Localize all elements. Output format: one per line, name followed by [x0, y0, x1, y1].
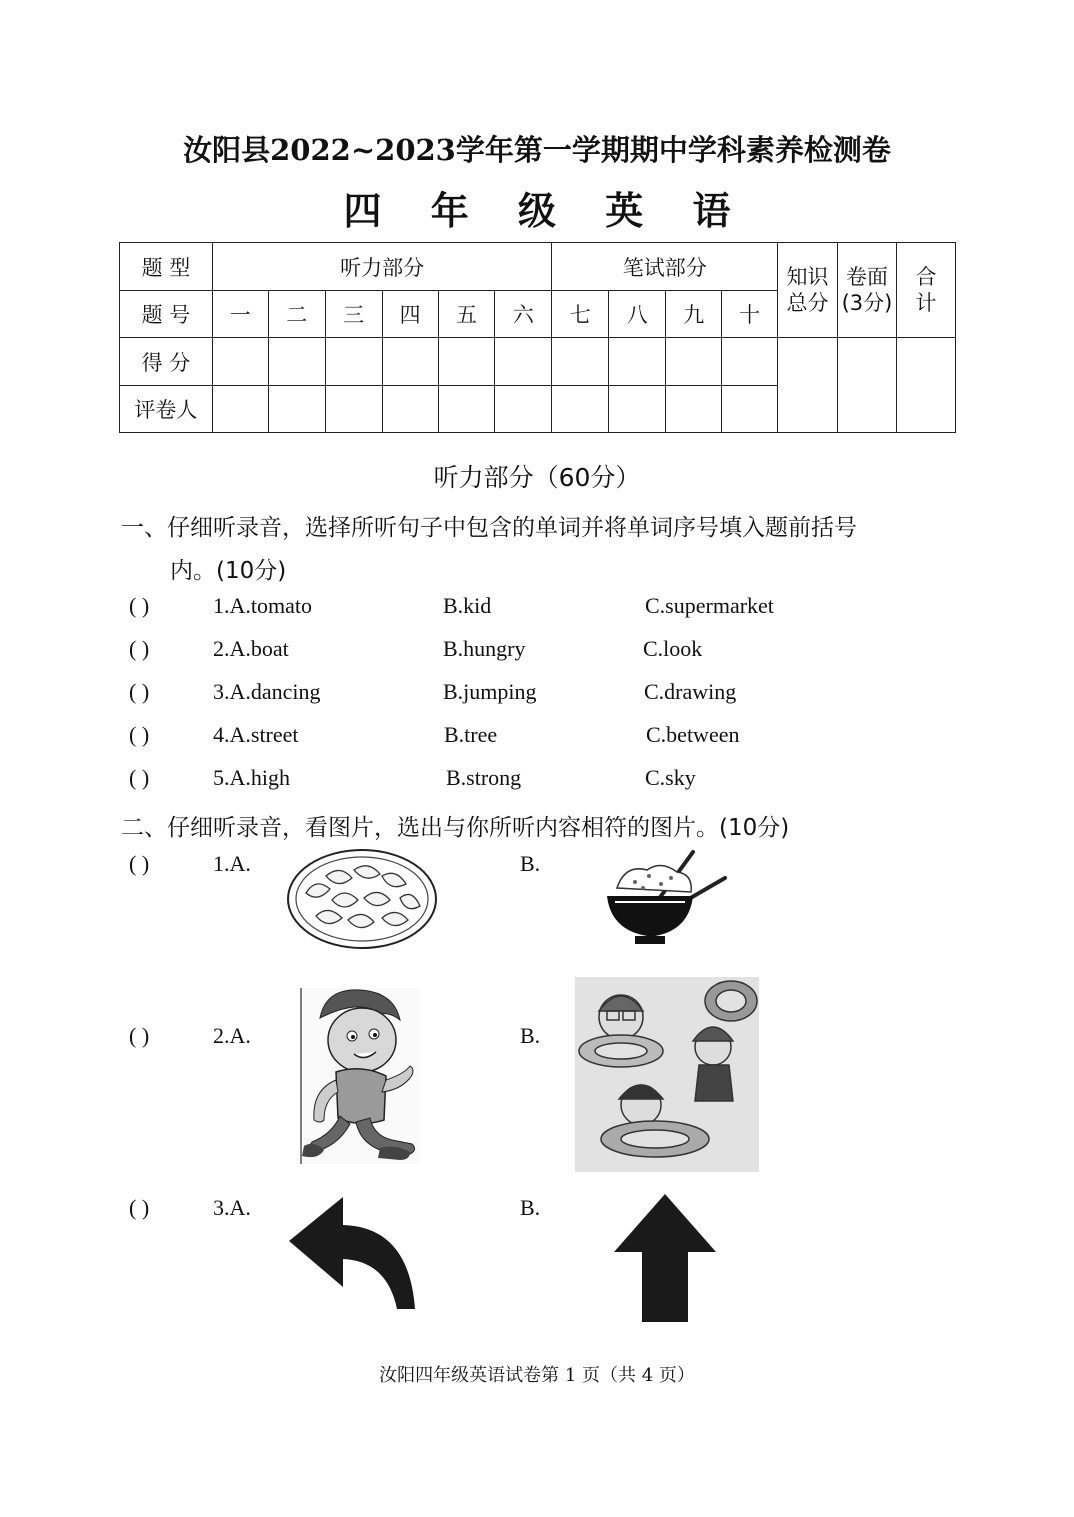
total-label-1: 合	[915, 265, 937, 289]
question-number: 二	[268, 291, 325, 338]
neatness-header	[838, 243, 897, 338]
score-cell[interactable]	[552, 338, 609, 386]
question-number: 七	[552, 291, 609, 338]
running-boy-icon	[300, 988, 420, 1164]
total-label-2: 计	[915, 291, 937, 315]
answer-bracket[interactable]: ( )	[129, 1195, 150, 1220]
question-number: 三	[325, 291, 382, 338]
option-c: C.drawing	[644, 679, 737, 704]
question-number: 一	[212, 291, 268, 338]
answer-bracket[interactable]: ( )	[129, 722, 150, 747]
answer-bracket[interactable]: ( )	[129, 1023, 150, 1048]
page-footer: 汝阳四年级英语试卷第 1 页（共 4 页）	[379, 1365, 695, 1386]
option-a: 4.A.street	[213, 722, 299, 747]
turn-left-arrow-icon	[289, 1197, 417, 1311]
grader-cell[interactable]	[382, 386, 438, 433]
option-b: B.jumping	[443, 679, 537, 704]
question-number: 六	[495, 291, 552, 338]
grader-cell[interactable]	[722, 386, 778, 433]
answer-bracket[interactable]: ( )	[129, 679, 150, 704]
dumplings-plate-icon	[286, 848, 438, 950]
row-label-grader: 评卷人	[120, 386, 213, 433]
score-cell[interactable]	[325, 338, 382, 386]
grader-cell[interactable]	[325, 386, 382, 433]
option-a-label: 2.A.	[213, 1023, 251, 1048]
grader-cell[interactable]	[438, 386, 495, 433]
grader-cell[interactable]	[609, 386, 666, 433]
exam-title: 汝阳县2022~2023学年第一学期期中学科素养检测卷	[183, 133, 891, 167]
option-a-label: 1.A.	[213, 851, 251, 876]
option-b-label: B.	[520, 851, 541, 876]
option-c: C.supermarket	[645, 593, 774, 618]
question-number: 八	[609, 291, 666, 338]
question-number: 五	[438, 291, 495, 338]
score-cell[interactable]	[722, 338, 778, 386]
score-cell[interactable]	[495, 338, 552, 386]
question-number: 十	[722, 291, 778, 338]
grader-cell[interactable]	[495, 386, 552, 433]
total-cell[interactable]	[896, 338, 955, 433]
row-label-type: 题 型	[120, 243, 213, 291]
score-cell[interactable]	[666, 338, 722, 386]
option-b: B.kid	[443, 593, 492, 618]
question-number: 四	[382, 291, 438, 338]
score-cell[interactable]	[609, 338, 666, 386]
answer-bracket[interactable]: ( )	[129, 636, 150, 661]
part1-heading-line1: 一、仔细听录音，选择所听句子中包含的单词并将单词序号填入题前括号	[121, 515, 857, 541]
grader-cell[interactable]	[552, 386, 609, 433]
neatness-label-1: 卷面	[845, 265, 888, 289]
knowledge-total-cell[interactable]	[778, 338, 838, 433]
score-cell[interactable]	[382, 338, 438, 386]
answer-bracket[interactable]: ( )	[129, 851, 150, 876]
option-a-label: 3.A.	[213, 1195, 251, 1220]
score-table	[119, 242, 956, 433]
neatness-cell[interactable]	[838, 338, 897, 433]
listening-part-header: 听力部分	[212, 243, 552, 291]
exam-subtitle: 四 年 级 英 语	[343, 188, 749, 233]
part2-heading: 二、仔细听录音，看图片，选出与你所听内容相符的图片。(10分)	[121, 815, 790, 841]
grader-cell[interactable]	[268, 386, 325, 433]
row-label-score: 得 分	[120, 338, 213, 386]
answer-bracket[interactable]: ( )	[129, 765, 150, 790]
option-c: C.look	[643, 636, 703, 661]
knowledge-label-1: 知识	[786, 265, 829, 289]
knowledge-label-2: 总分	[786, 291, 829, 315]
option-a: 2.A.boat	[213, 636, 289, 661]
question-number: 九	[666, 291, 722, 338]
option-b: B.hungry	[443, 636, 526, 661]
neatness-label-2: (3分)	[841, 291, 893, 315]
go-straight-arrow-icon	[612, 1194, 718, 1322]
score-cell[interactable]	[268, 338, 325, 386]
option-a: 3.A.dancing	[213, 679, 321, 704]
option-a: 5.A.high	[213, 765, 290, 790]
swimming-kids-icon	[575, 977, 759, 1172]
grader-cell[interactable]	[212, 386, 268, 433]
total-header	[896, 243, 955, 338]
option-b: B.tree	[444, 722, 498, 747]
rice-bowl-icon	[605, 848, 729, 948]
option-c: C.between	[646, 722, 740, 747]
answer-bracket[interactable]: ( )	[129, 593, 150, 618]
knowledge-total-header	[778, 243, 838, 338]
option-b-label: B.	[520, 1023, 541, 1048]
option-a: 1.A.tomato	[213, 593, 312, 618]
listening-section-title: 听力部分（60分）	[433, 463, 641, 492]
score-cell[interactable]	[212, 338, 268, 386]
option-c: C.sky	[645, 765, 696, 790]
score-cell[interactable]	[438, 338, 495, 386]
writing-part-header: 笔试部分	[552, 243, 778, 291]
option-b: B.strong	[446, 765, 522, 790]
part1-heading-line2: 内。(10分)	[170, 558, 287, 584]
grader-cell[interactable]	[666, 386, 722, 433]
option-b-label: B.	[520, 1195, 541, 1220]
row-label-number: 题 号	[120, 291, 213, 338]
